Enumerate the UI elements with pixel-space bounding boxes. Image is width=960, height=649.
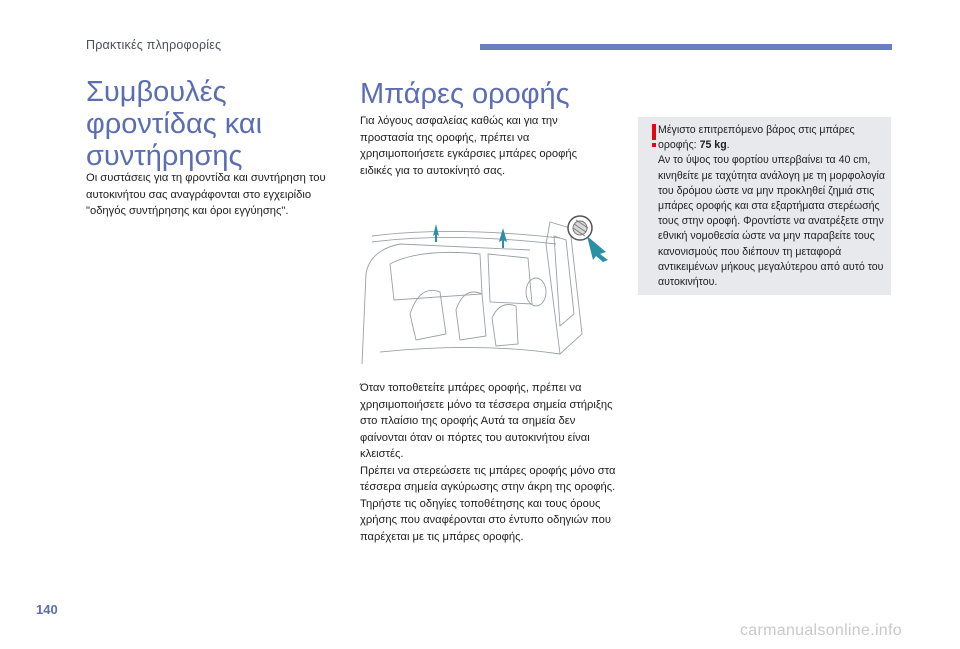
- car-roof-anchor-illustration: [360, 214, 614, 364]
- roof-bars-instructions: [360, 380, 622, 545]
- max-weight-line: [658, 123, 886, 153]
- instruction-paragraph: Τηρήστε τις οδηγίες τοποθέτησης και τους όρους χρήσης που αναφέρονται στο έντυπο οδηγιών που παρέχεται με τις μπάρες οροφής.: [360, 497, 611, 543]
- care-maintenance-text: Οι συστάσεις για τη φροντίδα και συντήρηση του αυτοκινήτου σας αναγράφονται στο εγχειρίδιο "οδηγός συντήρησης και όροι εγγύησης".: [86, 172, 326, 217]
- roof-bars-title: Μπάρες οροφής: [360, 78, 570, 110]
- page-number: 140: [36, 602, 58, 617]
- warning-box: [638, 117, 891, 295]
- roof-bars-intro: Για λόγους ασφαλείας καθώς και για την προστασία της οροφής, πρέπει να χρησιμοποιήσετε εγκάρσιες μπάρες οροφής ειδικές για το αυτοκίνητό σας.: [360, 115, 578, 177]
- instruction-paragraph: Πρέπει να στερεώσετε τις μπάρες οροφής μόνο στα τέσσερα σημεία αγκύρωσης στην άκρη της οροφής.: [360, 464, 616, 493]
- max-weight-value: 75 kg: [699, 139, 727, 152]
- max-weight-label: Μέγιστο επιτρεπόμενο βάρος στις μπάρες οροφής:: [658, 124, 855, 152]
- watermark: carmanualsonline.info: [740, 622, 902, 639]
- header-bar: [480, 44, 892, 50]
- chapter-header: Πρακτικές πληροφορίες: [86, 38, 222, 52]
- exclamation-icon: [650, 124, 658, 148]
- warning-text: [658, 123, 886, 290]
- instruction-paragraph: Όταν τοποθετείτε μπάρες οροφής, πρέπει να χρησιμοποιήσετε μόνο τα τέσσερα σημεία στήριξης στο πλαίσιο της οροφής Αυτά τα σημεία δεν φαίνονται όταν οι πόρτες του αυτοκινήτου είναι κλειστές.: [360, 382, 613, 460]
- max-weight-suffix: .: [726, 139, 730, 152]
- load-height-warning: Αν το ύψος του φορτίου υπερβαίνει τα 40 cm, κινηθείτε με ταχύτητα ανάλογη με τη μορφολογία του δρόμου ώστε να μην προκληθεί ζημιά στις μπάρες οροφής και στα εξαρτήματα στερέωσής τους στην οροφή. Φροντίστε να ανατρέξετε στην εθνική νομοθεσία ώστε να μην παραβείτε τους κανονισμούς που διέπουν τη μεταφορά αντικειμένων μήκους μεγαλύτερου από αυτό του αυτοκινήτου.: [658, 154, 885, 289]
- section-title: Συμβουλές φροντίδας και συντήρησης: [86, 76, 263, 172]
